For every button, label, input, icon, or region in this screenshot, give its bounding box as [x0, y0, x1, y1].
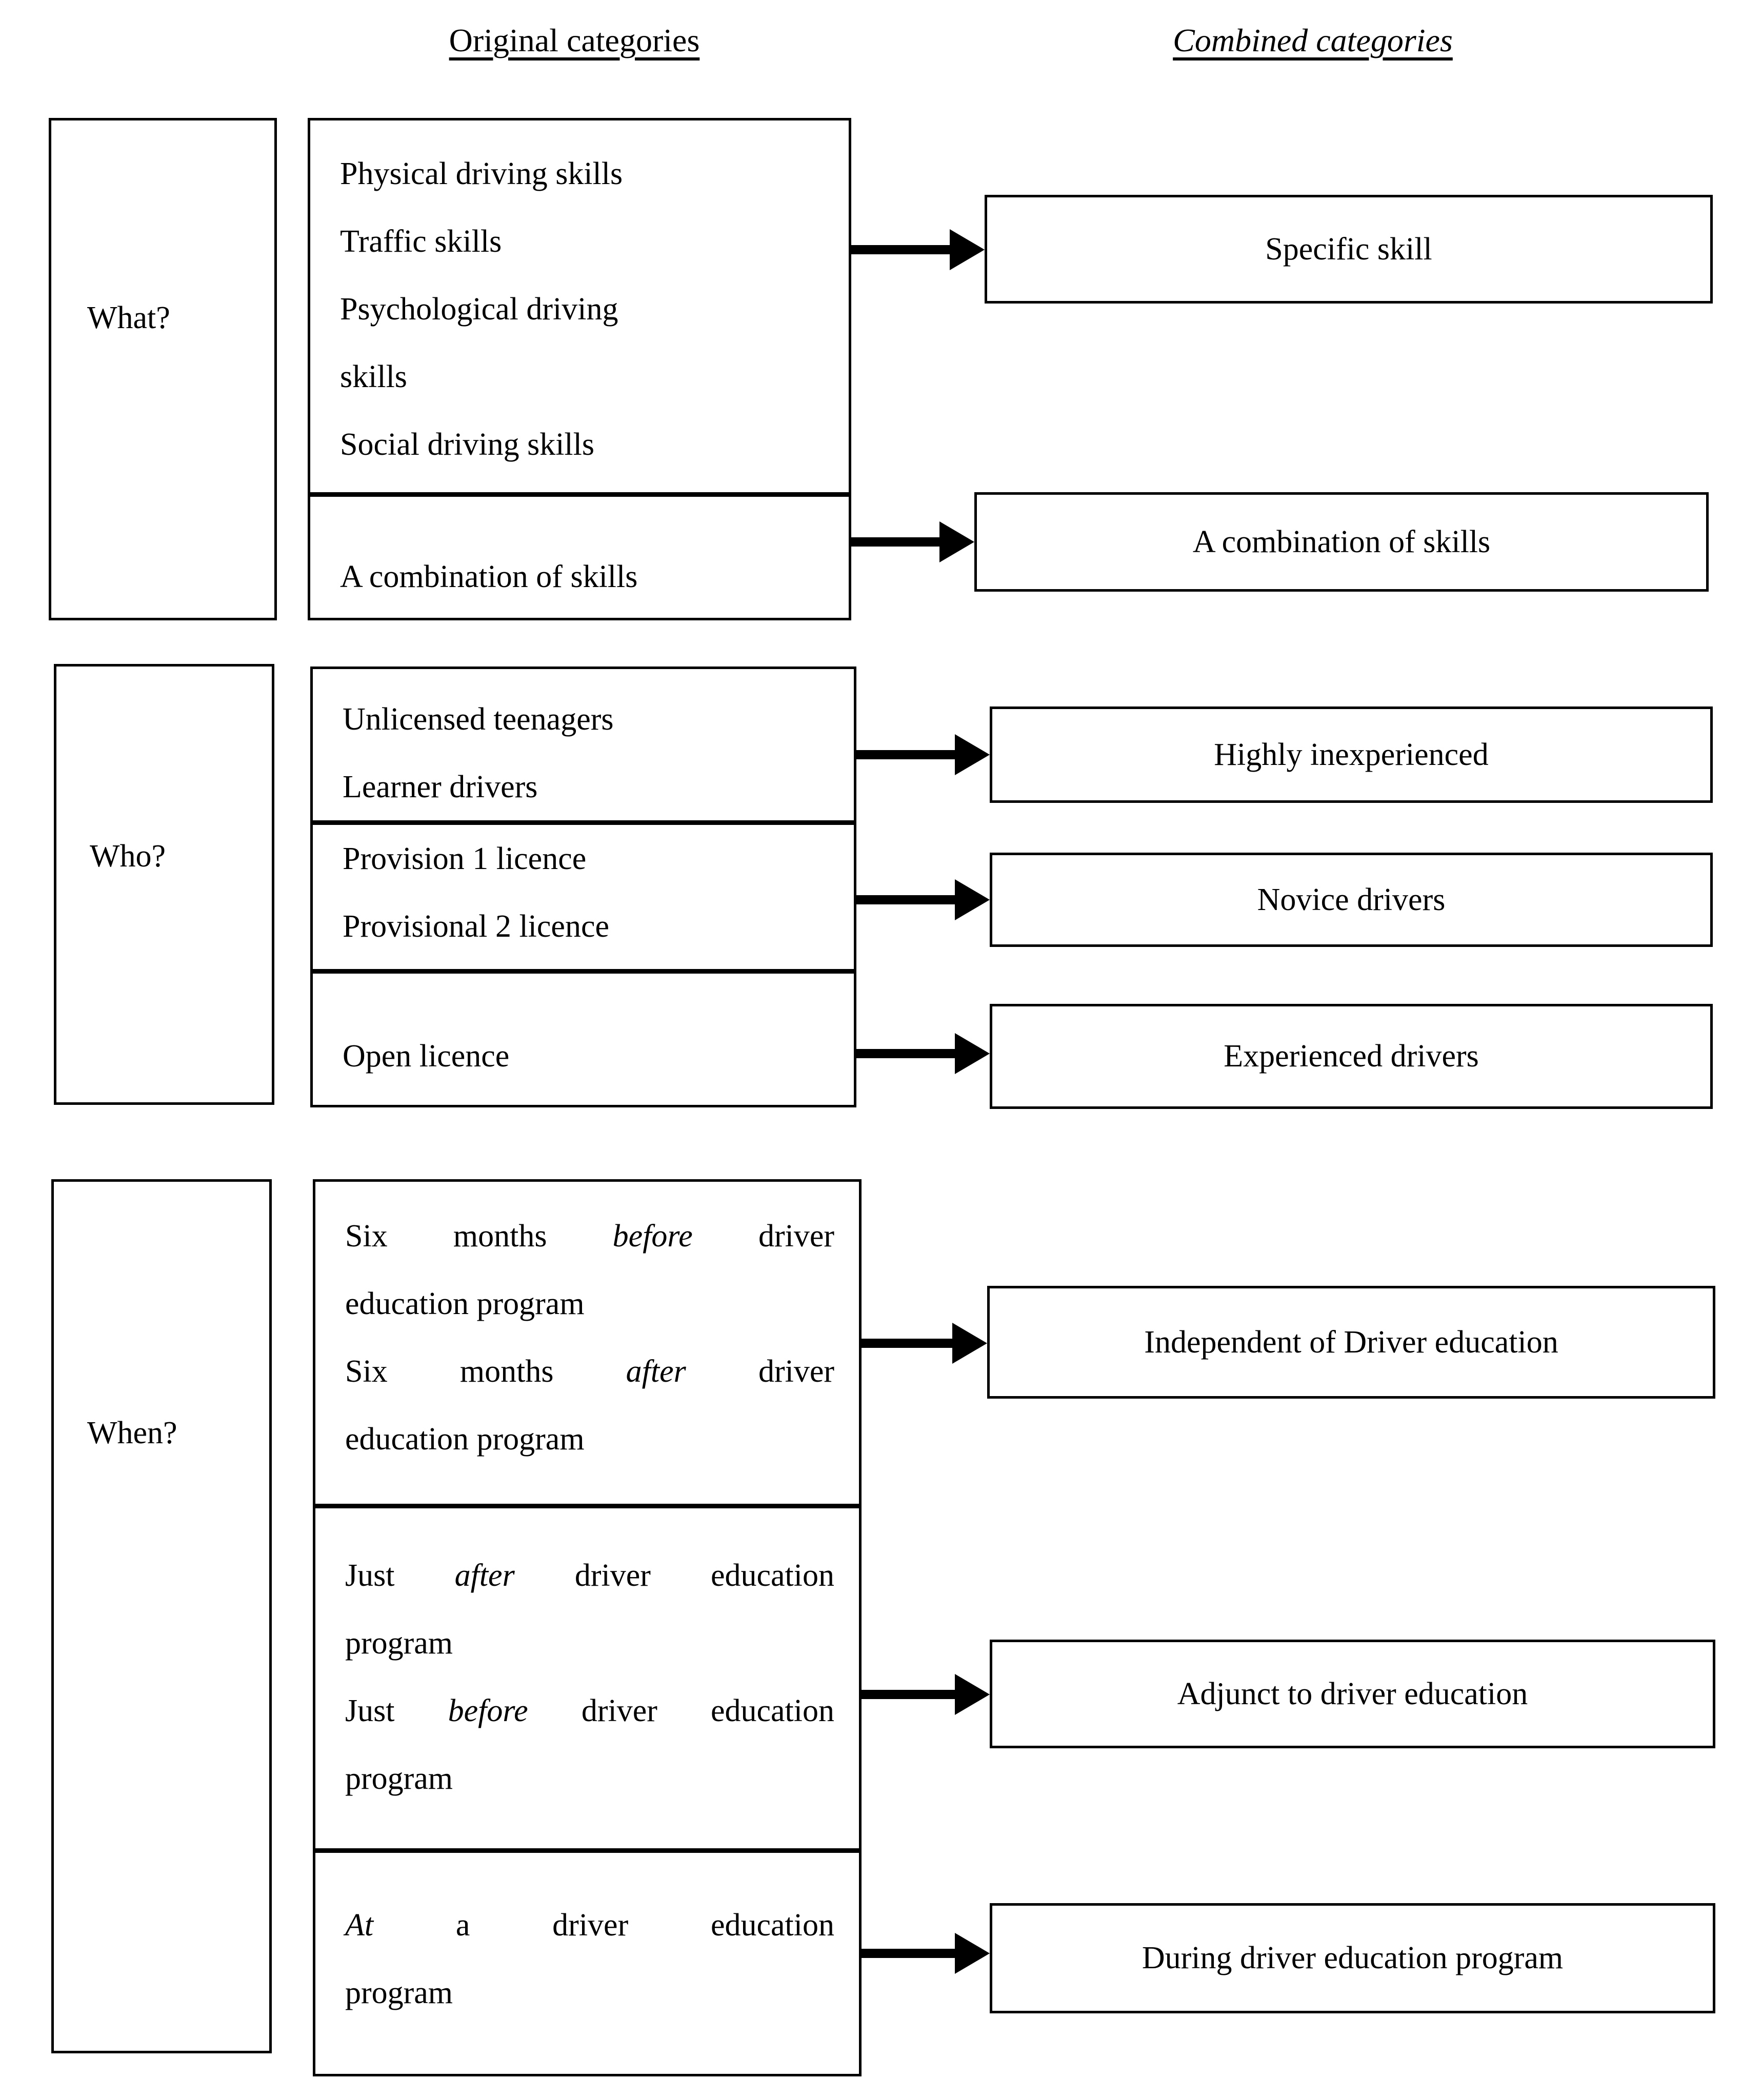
when-label-box [51, 1179, 272, 2053]
who-label-box [54, 664, 274, 1105]
what-section-combination [310, 492, 849, 618]
category-line: Provisional 2 licence [343, 909, 609, 944]
when-section-just [315, 1504, 859, 1848]
target-label: Highly inexperienced [1214, 737, 1489, 772]
arrow-shaft [862, 1339, 956, 1348]
category-line: Six months before driver [345, 1219, 834, 1254]
category-line: education program [345, 1422, 585, 1457]
when-label: When? [87, 1416, 177, 1450]
category-line: program [345, 1761, 453, 1796]
arrow-head-icon [955, 1933, 990, 1974]
who-label: Who? [90, 839, 166, 874]
original-categories-header: Original categories [449, 22, 700, 58]
category-line: Unlicensed teenagers [343, 702, 614, 737]
target-label: During driver education program [1142, 1941, 1564, 1975]
target-box-adjunct-to-driver-education [990, 1640, 1715, 1748]
arrow-head-icon [952, 1323, 987, 1364]
who-section-provisional [313, 820, 854, 969]
category-line: Just after driver education [345, 1558, 835, 1593]
arrow-shaft [862, 1690, 959, 1699]
category-line: Six months after driver [345, 1354, 834, 1389]
arrow-head-icon [939, 521, 974, 562]
who-section-open [313, 969, 854, 1105]
category-line: A combination of skills [340, 559, 638, 594]
target-box-experienced-drivers [990, 1004, 1713, 1109]
arrow-shaft [856, 1049, 959, 1058]
arrow-shaft [851, 537, 944, 547]
category-line: Open licence [343, 1039, 510, 1074]
target-box-specific-skill [985, 195, 1713, 304]
category-line: Just before driver education [345, 1693, 834, 1728]
target-box-independent-of-driver-education [987, 1286, 1715, 1399]
who-original-box [310, 667, 856, 1107]
category-line: Social driving skills [340, 427, 594, 462]
when-section-at [315, 1848, 859, 2074]
target-label: Adjunct to driver education [1177, 1676, 1528, 1711]
what-label: What? [87, 300, 170, 335]
arrow-shaft [851, 245, 954, 254]
arrow-head-icon [955, 734, 990, 775]
who-section-unlicensed [313, 669, 854, 820]
target-box-combination-of-skills [974, 492, 1709, 592]
target-box-during-driver-education [990, 1903, 1715, 2013]
when-original-box [313, 1179, 862, 2076]
category-line: education program [345, 1286, 585, 1321]
category-line: Physical driving skills [340, 156, 623, 191]
target-box-highly-inexperienced [990, 706, 1713, 803]
when-section-six-months [315, 1182, 859, 1504]
what-label-box [49, 118, 277, 620]
arrow-head-icon [955, 879, 990, 920]
arrow-shaft [856, 895, 959, 904]
category-line: Psychological driving [340, 292, 618, 327]
target-label: Novice drivers [1257, 882, 1446, 917]
arrow-shaft [856, 750, 959, 759]
target-label: Experienced drivers [1224, 1039, 1479, 1074]
what-original-box [308, 118, 851, 620]
arrow-head-icon [950, 229, 985, 270]
target-label: Independent of Driver education [1144, 1324, 1558, 1360]
combined-categories-header: Combined categories [1173, 22, 1453, 58]
category-line: At a driver education [345, 1908, 834, 1943]
arrow-head-icon [955, 1674, 990, 1715]
category-line: Provision 1 licence [343, 841, 587, 876]
category-line: Learner drivers [343, 770, 538, 804]
arrow-shaft [862, 1949, 959, 1958]
what-section-skills [310, 120, 849, 492]
category-line: program [345, 1975, 453, 2010]
category-line: skills [340, 359, 407, 394]
category-line: Traffic skills [340, 224, 502, 259]
target-label: A combination of skills [1192, 524, 1491, 559]
target-label: Specific skill [1265, 231, 1432, 267]
arrow-head-icon [955, 1033, 990, 1074]
category-line: program [345, 1626, 453, 1661]
target-box-novice-drivers [990, 853, 1713, 947]
